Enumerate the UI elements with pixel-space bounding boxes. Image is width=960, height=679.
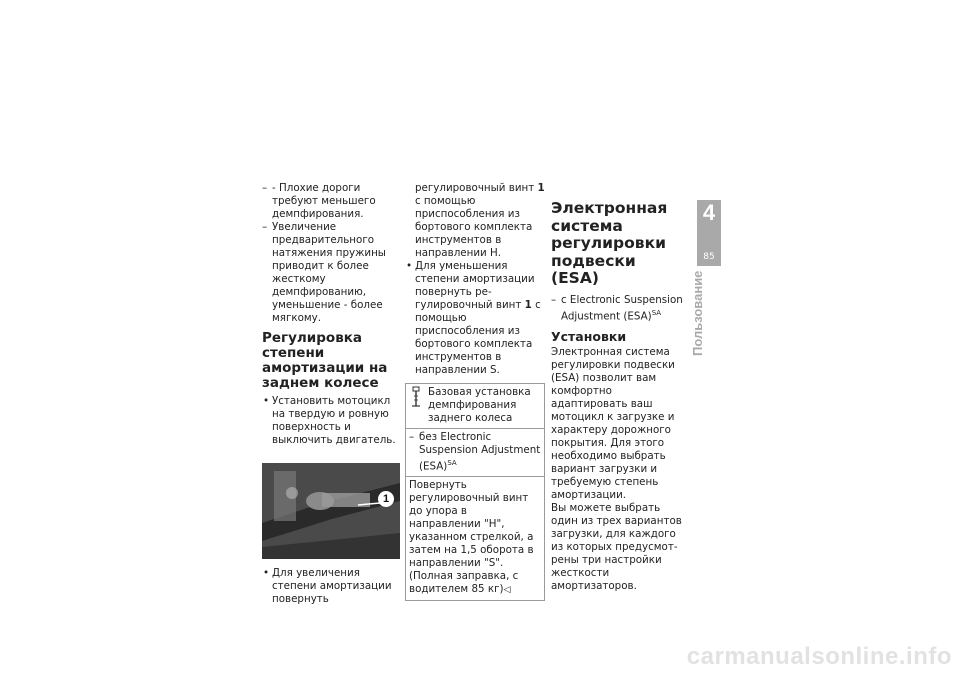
ref-number: 1 [537,182,545,194]
page-number: 85 [703,252,715,262]
base-setting-instruction: Повернуть регулировочный винт до упора в направлении "Н", указанном стрелкой, а затем на 1,5 оборота в направлении "S". (Полная заправка, с водителем 85 кг)◁ [409,479,534,596]
chapter-side-title: Пользование [690,270,705,356]
dash-item-bad-roads: – - Плохие дороги требуют меньшего демпфирования. [262,182,400,221]
end-mark-icon: ◁ [503,585,511,596]
column-middle [405,182,545,601]
dash-item-preload: – Увеличение предварительного натяжения пружины приводит к более жесткому демпфированию, уменьшение - более мягкому. [262,221,400,325]
callout-number-1: 1 [378,491,394,507]
chapter-tab [697,200,721,266]
chapter-number: 4 [702,200,716,225]
base-setting-title: Базовая установка демпфирования заднего колеса [428,386,531,424]
watermark: carmanualsonline.info [686,643,952,670]
section-heading-rear-damping: Регулировка степени амортизации на заднем колесе [262,330,388,391]
base-setting-condition: – без Electronic Suspension Adjustment (ESA)$^{SA}$ [406,429,544,477]
base-setting-box [405,383,545,601]
ref-number: 1 [524,299,532,311]
bullet-item-increase: • Для увеличения степени амортизации повернуть [262,567,400,606]
column-left [262,182,400,606]
continued-text: регулировочный винт 1 с помощью приспособления из бортового комплекта инструментов в направлении Н. [415,182,545,259]
bullet-item-decrease: • Для уменьшения степени амортизации повернуть регулировочный винт 1 с помощью приспособления из бортового комплекта инструментов в направлении S. [405,260,545,377]
wrench-icon [408,386,424,408]
paragraph-load-options: Вы можете выбрать один из трех вариантов загрузки, для каждого из которых предусмотрены три настройки жесткости амортизаторов. [551,501,682,592]
base-setting-header [406,384,544,429]
dash-item-esa: – с Electronic Suspension Adjustment (ESA)$^{SA}$ [551,294,689,323]
rear-shock-photo [262,463,400,559]
column-right [551,200,689,593]
paragraph-esa-intro: Электронная система регулировки подвески (ESA) позволит вам комфортно адаптировать ваш мотоцикл к загрузке и характеру дорожного покрытия. Для этого необходимо выбрать вариант загрузки и требуемую степень амортизации. [551,345,675,501]
bullet-item-park: • Установить мотоцикл на твердую и ровную поверхность и выключить двигатель. [262,395,400,447]
rear-shock-illustration [262,463,400,559]
section-heading-esa: Электронная система регулировки подвески (ESA) [551,199,668,287]
subheading-settings: Установки [551,328,627,344]
